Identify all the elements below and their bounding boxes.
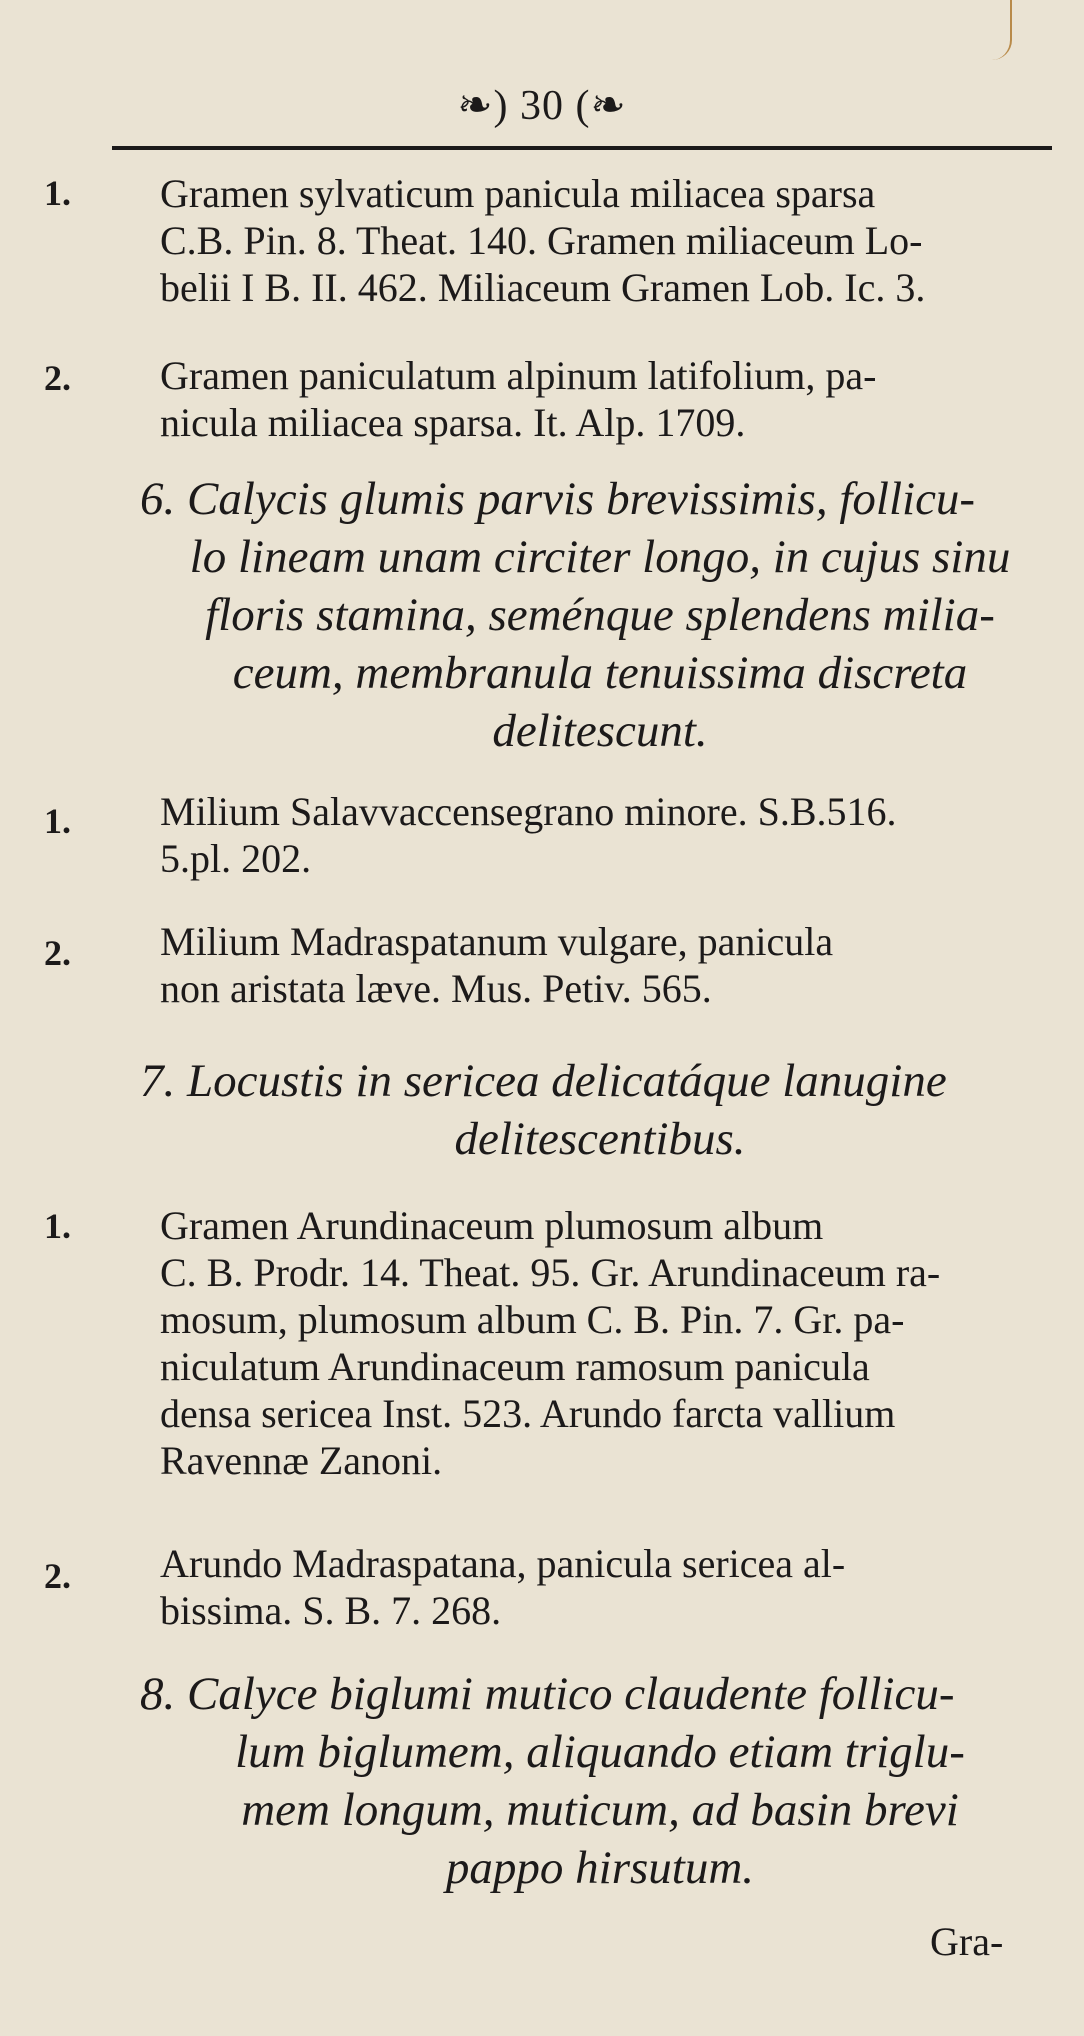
entry-gramen-sylvaticum: Gramen sylvaticum panicula miliacea sparsa C.B. Pin. 8. Theat. 140. Gramen miliaceum Lo- belii I B. II. 462. Miliaceum Gramen Lob. Ic. 3. (160, 171, 926, 310)
entry-milium-madraspatanum: Milium Madraspatanum vulgare, panicula non aristata læve. Mus. Petiv. 565. (160, 919, 834, 1011)
entry-number: 2. (44, 933, 71, 973)
page-number: 30 (520, 83, 564, 129)
entry-number: 1. (44, 173, 71, 213)
section-heading-7: 7. Locustis in sericea delicatáque lanugine delitescentibus. (140, 1055, 947, 1165)
header-ornament-right: (❧ (564, 83, 627, 129)
entry-gramen-paniculatum: Gramen paniculatum alpinum latifolium, pa- nicula miliacea sparsa. It. Alp. 1709. (160, 353, 877, 445)
entry-number: 2. (44, 358, 71, 398)
section-heading-6: 6. Calycis glumis parvis brevissimis, follicu- lo lineam unam circiter longo, in cujus sinu floris stamina, seménque splendens milia- ceum, membranula tenuissima discreta delitescunt. (140, 473, 1011, 757)
entry-number: 1. (44, 1206, 71, 1246)
page-stain (990, 0, 1012, 60)
header-ornament-left: ❧) (457, 83, 520, 129)
header-rule (112, 146, 1052, 150)
entry-arundo-madraspatana: Arundo Madraspatana, panicula sericea al- bissima. S. B. 7. 268. (160, 1541, 846, 1633)
entry-milium-salavvaccense: Milium Salavvaccensegrano minore. S.B.516. 5.pl. 202. (160, 789, 897, 881)
page-header (0, 80, 1084, 130)
entry-number: 2. (44, 1556, 71, 1596)
entry-gramen-arundinaceum: Gramen Arundinaceum plumosum album C. B. Prodr. 14. Theat. 95. Gr. Arundinaceum ra- mosum, plumosum album C. B. Pin. 7. Gr. pa- niculatum Arundinaceum ramosum panicula densa sericea Inst. 523. Arundo farcta vallium Ravennæ Zanoni. (160, 1203, 941, 1483)
catchword: Gra- (930, 1919, 1004, 1964)
section-heading-8: 8. Calyce biglumi mutico claudente follicu- lum biglumem, aliquando etiam triglu- mem longum, muticum, ad basin brevi pappo hirsutum. (140, 1668, 965, 1894)
entry-number: 1. (44, 801, 71, 841)
